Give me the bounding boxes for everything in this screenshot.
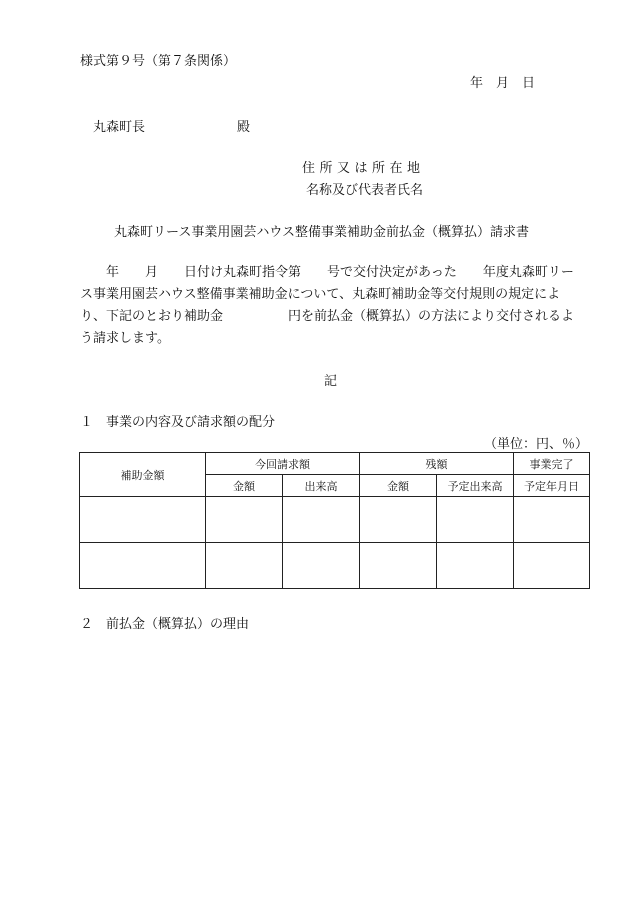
subheader-planned-progress: 予定出来高 xyxy=(437,475,514,497)
unit-note: （単位：円、％） xyxy=(484,437,589,452)
table-row xyxy=(80,497,590,543)
applicant-name-label: 名称及び代表者氏名 xyxy=(306,183,424,198)
document-title: 丸森町リース事業用園芸ハウス整備事業補助金前払金（概算払）請求書 xyxy=(114,225,529,240)
table-cell[interactable] xyxy=(437,497,514,543)
request-body-text: 年 月 日付け丸森町指令第 号で交付決定があった 年度丸森町リース事業用園芸ハウス整備事業補助金について、丸森町補助金等交付規則の規定により、下記のとおり補助金 円を前払金（概算払）の方法により交付されるよう請求します。 xyxy=(80,265,575,346)
table-cell[interactable] xyxy=(514,543,590,589)
header-completion-line2: 予定年月日 xyxy=(514,475,590,497)
subheader-amount-remaining: 金額 xyxy=(360,475,437,497)
allocation-table xyxy=(79,452,590,589)
subheader-amount: 金額 xyxy=(206,475,283,497)
ki-marker: 記 xyxy=(324,374,338,389)
addressee xyxy=(93,116,250,135)
section-2-heading: ２ 前払金（概算払）の理由 xyxy=(80,617,250,632)
section-1-heading: １ 事業の内容及び請求額の配分 xyxy=(80,415,276,430)
header-current-request: 今回請求額 xyxy=(206,453,360,475)
applicant-address-label: 住所又は所在地 xyxy=(302,161,425,176)
header-remaining: 残額 xyxy=(360,453,514,475)
table-cell[interactable] xyxy=(360,543,437,589)
subheader-progress: 出来高 xyxy=(283,475,360,497)
table-cell[interactable] xyxy=(80,543,206,589)
table-row xyxy=(80,543,590,589)
table-cell[interactable] xyxy=(514,497,590,543)
addressee-name: 丸森町長 xyxy=(93,120,146,135)
table-cell[interactable] xyxy=(80,497,206,543)
table-cell[interactable] xyxy=(360,497,437,543)
table-cell[interactable] xyxy=(206,543,283,589)
table-cell[interactable] xyxy=(206,497,283,543)
form-number: 様式第９号（第７条関係） xyxy=(80,54,237,69)
table-cell[interactable] xyxy=(283,543,360,589)
table-cell[interactable] xyxy=(437,543,514,589)
date-line: 年 月 日 xyxy=(470,76,536,91)
header-completion-line1: 事業完了 xyxy=(514,453,590,475)
header-subsidy-amount: 補助金額 xyxy=(80,453,206,497)
table-cell[interactable] xyxy=(283,497,360,543)
addressee-honorific: 殿 xyxy=(237,120,251,135)
